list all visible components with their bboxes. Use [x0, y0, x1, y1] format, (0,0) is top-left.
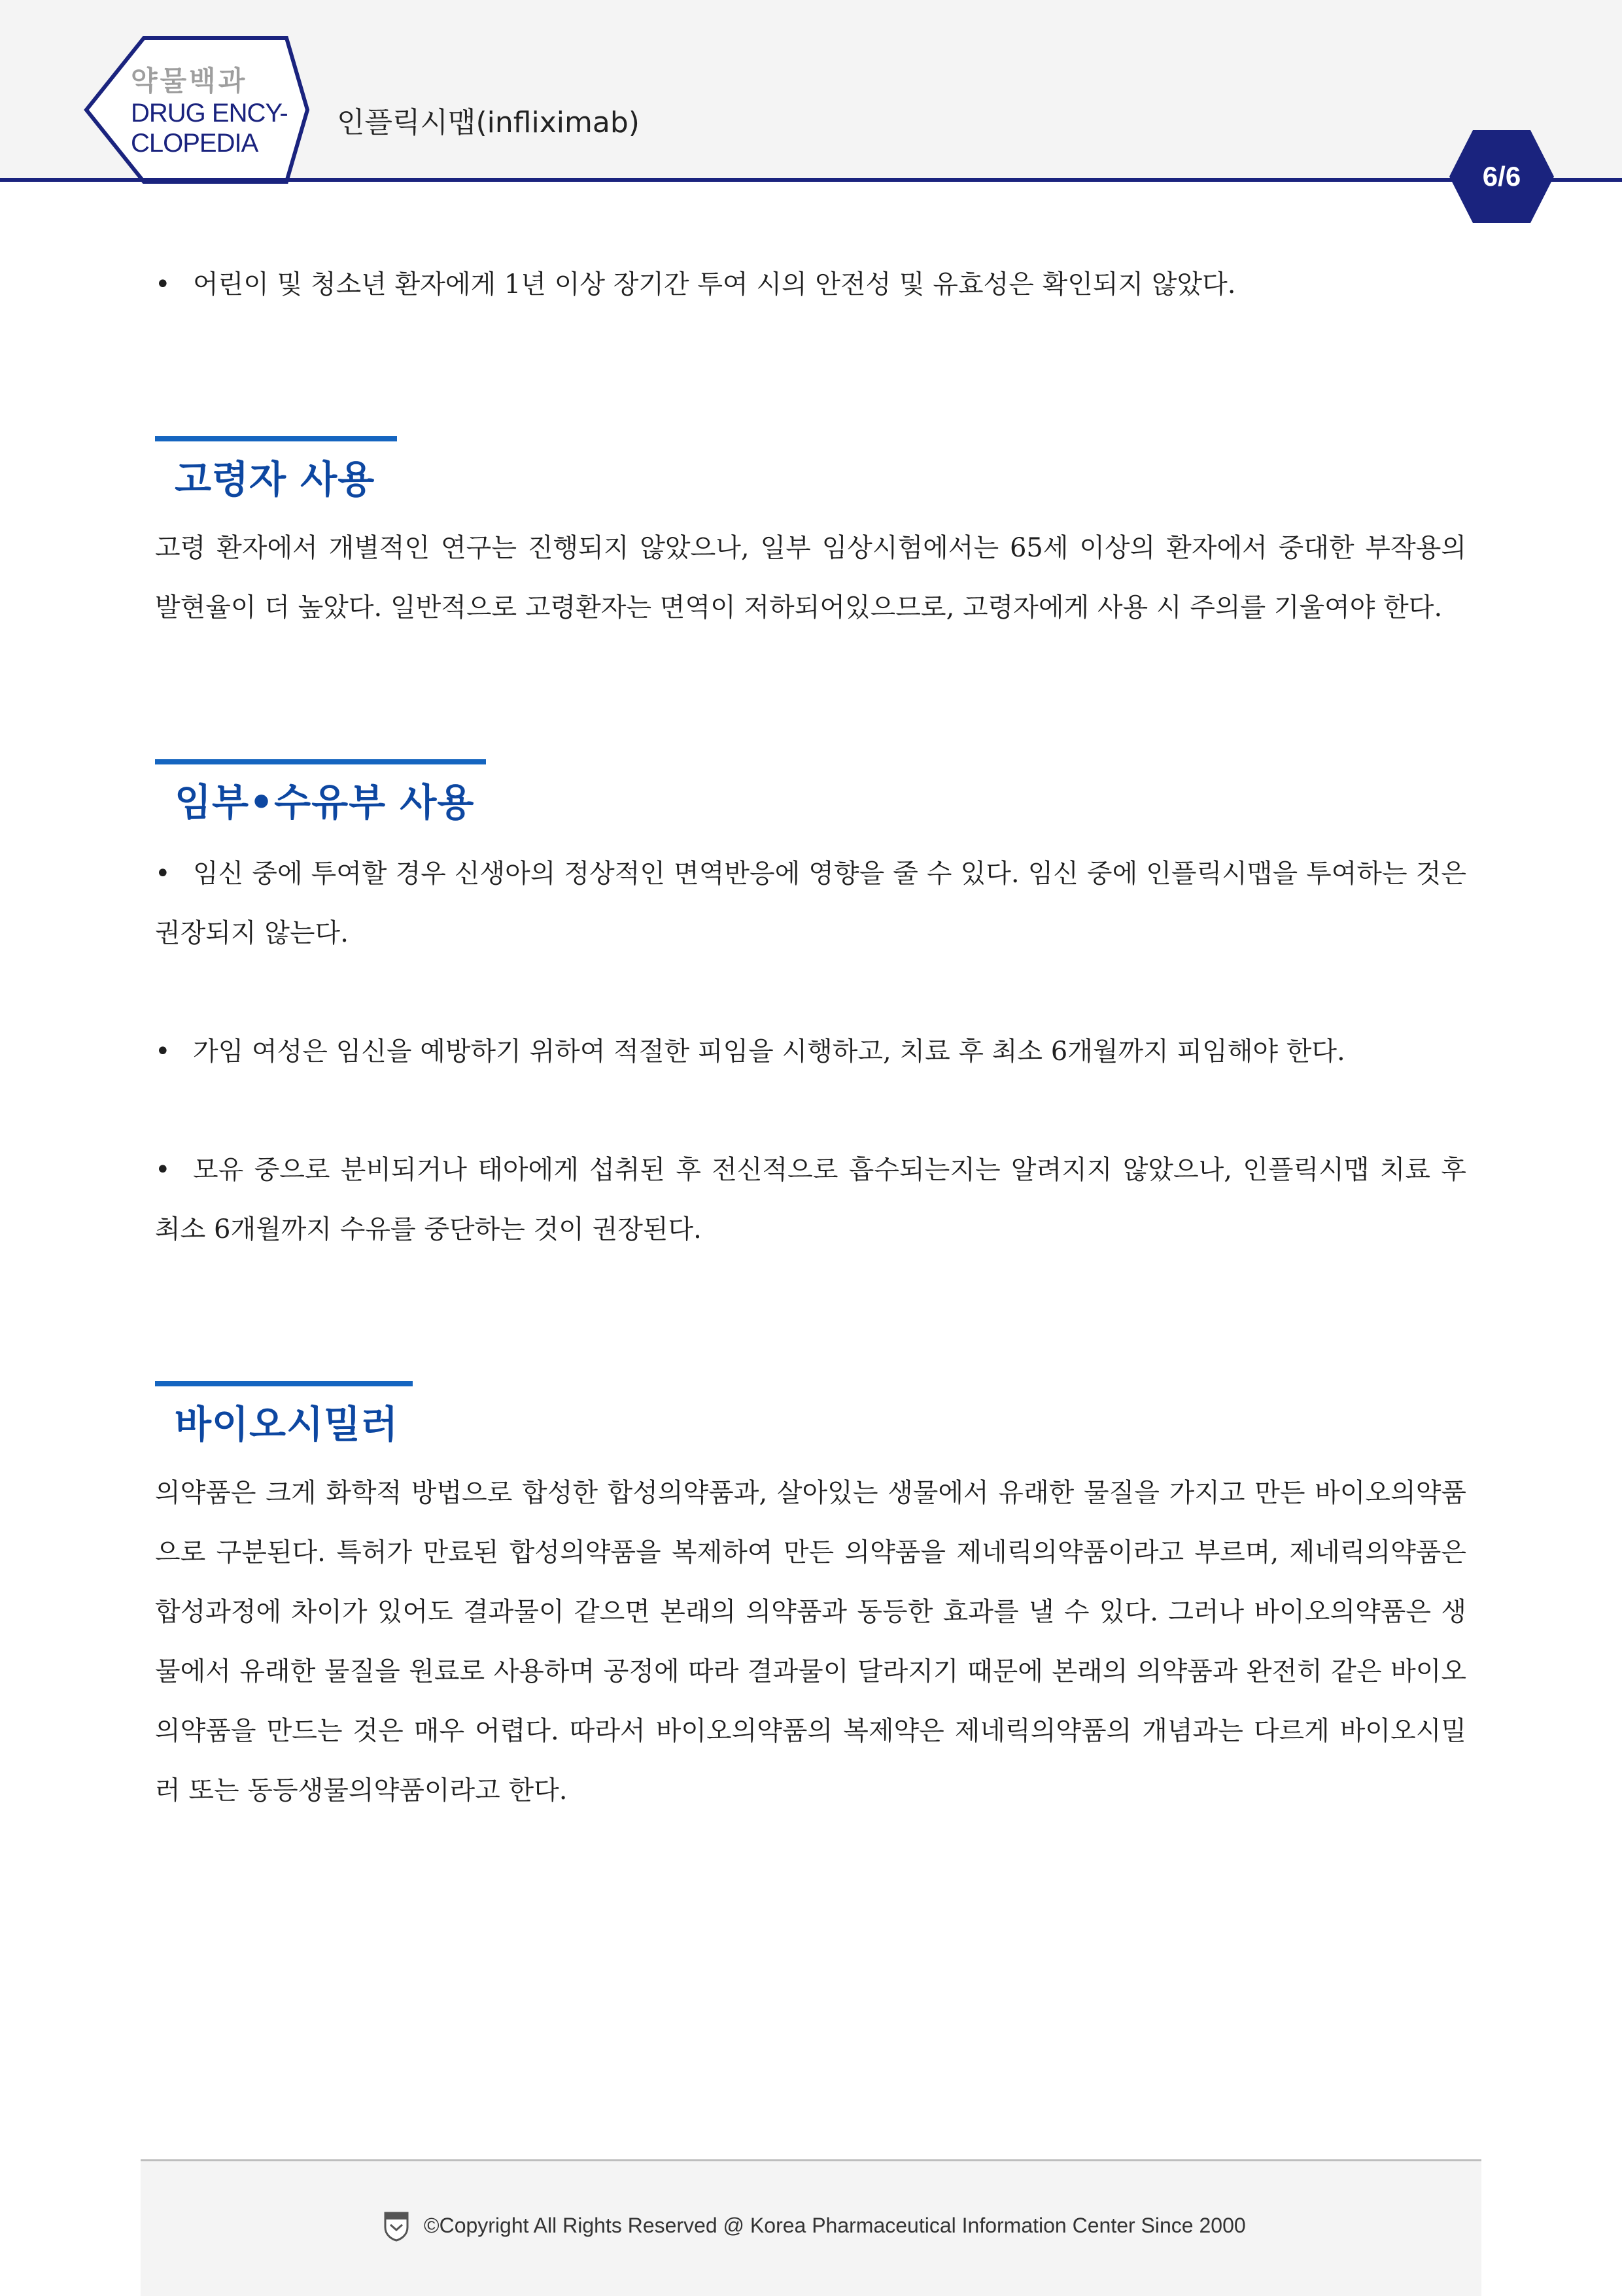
shield-crest-icon — [383, 2210, 410, 2242]
section-title: 고령자 사용 — [175, 457, 375, 502]
section-title: 바이오시밀러 — [175, 1402, 399, 1447]
footer-copyright: ©Copyright All Rights Reserved @ Korea Pharmaceutical Information Center Since 2000 — [424, 2214, 1246, 2237]
section-pregnancy — [155, 759, 1466, 829]
bullet-text: 임신 중에 투여할 경우 신생아의 정상적인 면역반응에 영향을 줄 수 있다. 임신 중에 인플릭시맵을 투여하는 것은 권장되지 않는다. — [155, 859, 1466, 948]
section-bar — [155, 759, 486, 764]
logo-korean-text: 약물백과 — [131, 65, 248, 97]
section-title: 임부•수유부 사용 — [175, 780, 475, 825]
page-indicator: 6/6 — [1482, 161, 1521, 192]
section-bar — [155, 436, 397, 441]
logo-english-line2: CLOPEDIA — [131, 129, 258, 158]
document-body — [155, 255, 1466, 1821]
bullet-text: 가임 여성은 임신을 예방하기 위하여 적절한 피임을 시행하고, 치료 후 최소 6개월까지 피임해야 한다. — [193, 1037, 1345, 1067]
paragraph: 의약품은 크게 화학적 방법으로 합성한 합성의약품과, 살아있는 생물에서 유래한 물질을 가지고 만든 바이오의약품으로 구분된다. 특허가 만료된 합성의약품을 복제하여 만든 의약품을 제네릭의약품이라고 부르며, 제네릭의약품은 합성과정에 차이가 있어도 결과물이 같으면 본래의 의약품과 동등한 효과를 낼 수 있다. 그러나 바이오의약품은 생물에서 유래한 물질을 원료로 사용하며 공정에 따라 결과물이 달라지기 때문에 본래의 의약품과 완전히 같은 바이오의약품을 만드는 것은 매우 어렵다. 따라서 바이오의약품의 복제약은 제네릭의약품의 개념과는 다르게 바이오시밀러 또는 동등생물의약품이라고 한다. — [155, 1478, 1466, 1806]
bullet-item — [155, 1022, 1466, 1082]
logo — [131, 64, 288, 158]
bullet-item — [155, 844, 1466, 963]
bullet-text: 모유 중으로 분비되거나 태아에게 섭취된 후 전신적으로 흡수되는지는 알려지지 않았으나, 인플릭시맵 치료 후 최소 6개월까지 수유를 중단하는 것이 권장된다. — [155, 1155, 1466, 1244]
section-biosimilar — [155, 1381, 1466, 1450]
document-title: 인플릭시맵(infliximab) — [337, 106, 640, 139]
intro-bullet — [155, 255, 1466, 315]
header-divider — [0, 178, 1622, 182]
section-bar — [155, 1381, 413, 1386]
bullet-item — [155, 1140, 1466, 1259]
bullet-text: 어린이 및 청소년 환자에게 1년 이상 장기간 투여 시의 안전성 및 유효성은 확인되지 않았다. — [193, 269, 1236, 300]
paragraph: 고령 환자에서 개별적인 연구는 진행되지 않았으나, 일부 임상시험에서는 65세 이상의 환자에서 중대한 부작용의 발현율이 더 높았다. 일반적으로 고령환자는 면역이 저하되어있으므로, 고령자에게 사용 시 주의를 기울여야 한다. — [155, 533, 1466, 623]
section-elderly — [155, 436, 1466, 505]
logo-english-line1: DRUG ENCY- — [131, 99, 288, 128]
